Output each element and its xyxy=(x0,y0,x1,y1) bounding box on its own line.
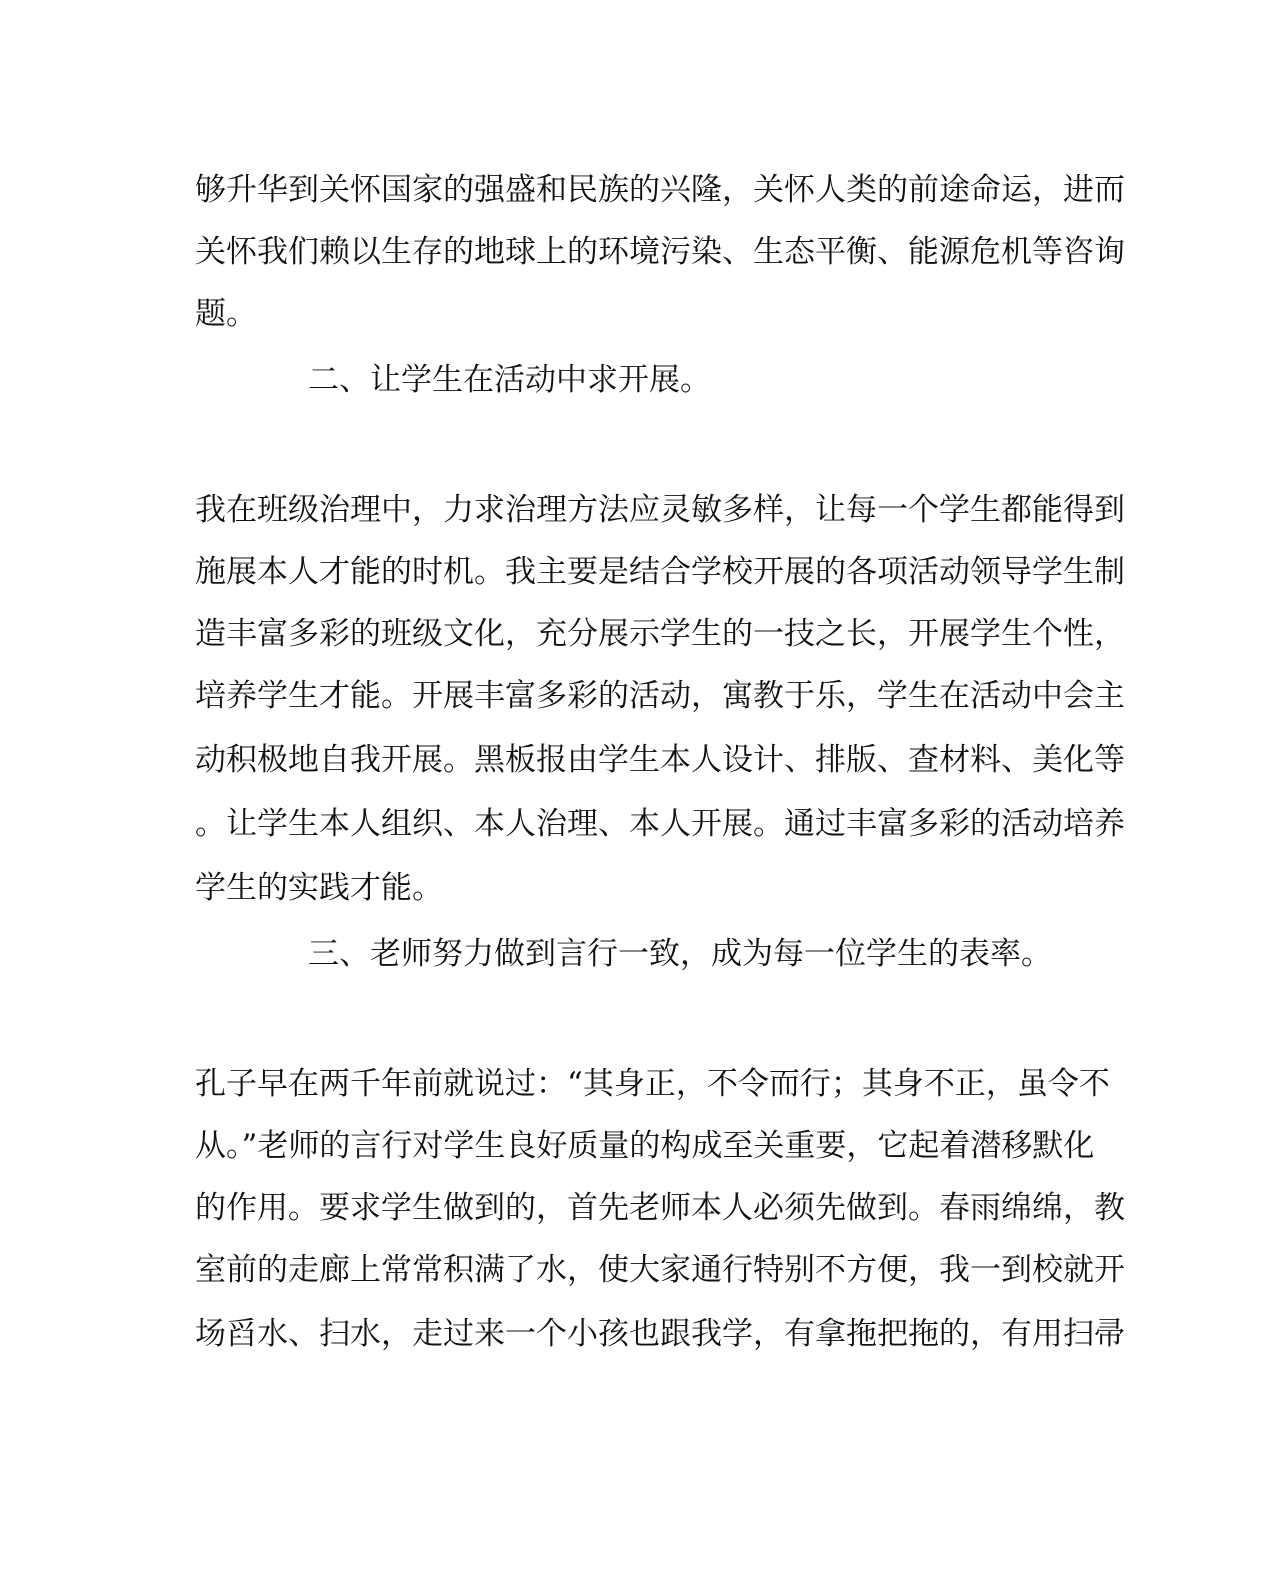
paragraph-line: 关怀我们赖以生存的地球上的环境污染、生态平衡、能源危机等咨询 xyxy=(195,234,1125,270)
paragraph-line: 孔子早在两千年前就说过：“其身正，不令而行；其身不正，虽令不 xyxy=(195,1066,1110,1102)
paragraph-line: 施展本人才能的时机。我主要是结合学校开展的各项活动领导学生制 xyxy=(195,554,1125,590)
paragraph-line: 我在班级治理中，力求治理方法应灵敏多样，让每一个学生都能得到 xyxy=(195,492,1125,528)
paragraph-line: 从。”老师的言行对学生良好质量的构成至关重要，它起着潜移默化 xyxy=(195,1128,1095,1164)
paragraph-line: 题。 xyxy=(195,296,257,332)
paragraph-line: 学生的实践才能。 xyxy=(195,870,443,906)
paragraph-line: 。让学生本人组织、本人治理、本人开展。通过丰富多彩的活动培养 xyxy=(195,806,1125,842)
section-heading: 二、让学生在活动中求开展。 xyxy=(308,362,711,398)
paragraph-line: 室前的走廊上常常积满了水，使大家通行特别不方便，我一到校就开 xyxy=(195,1252,1125,1288)
paragraph-line: 培养学生才能。开展丰富多彩的活动，寓教于乐，学生在活动中会主 xyxy=(195,678,1125,714)
paragraph-line: 动积极地自我开展。黑板报由学生本人设计、排版、查材料、美化等 xyxy=(195,742,1125,778)
paragraph-line: 的作用。要求学生做到的，首先老师本人必须先做到。春雨绵绵，教 xyxy=(195,1190,1125,1226)
paragraph-line: 造丰富多彩的班级文化，充分展示学生的一技之长，开展学生个性， xyxy=(195,616,1125,652)
paragraph-line: 场舀水、扫水，走过来一个小孩也跟我学，有拿拖把拖的，有用扫帚 xyxy=(195,1316,1125,1352)
paragraph-line: 够升华到关怀国家的强盛和民族的兴隆，关怀人类的前途命运，进而 xyxy=(195,172,1125,208)
section-heading: 三、老师努力做到言行一致，成为每一位学生的表率。 xyxy=(308,936,1052,972)
